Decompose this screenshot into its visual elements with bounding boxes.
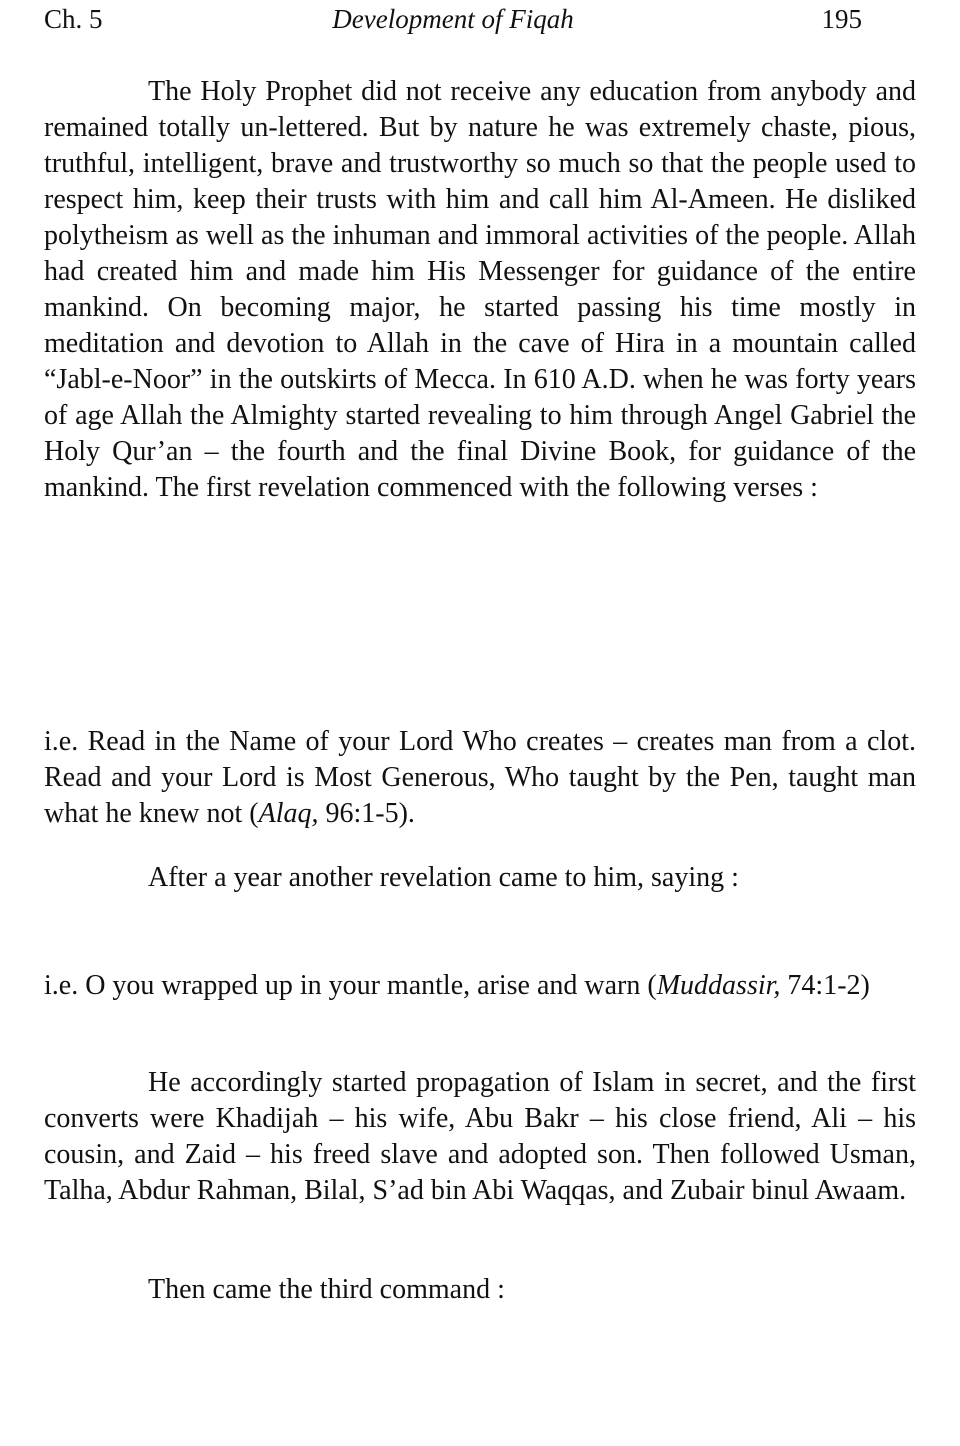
paragraph-converts [44, 1065, 916, 1209]
translation-body: i.e. O you wrapped up in your mantle, arise and warn ( [44, 970, 657, 1001]
paragraph-text: After a year another revelation came to him, saying : [148, 862, 739, 893]
translation-alaq [44, 724, 916, 832]
verse-reference: 96:1-5). [318, 798, 415, 829]
paragraph-third-command [44, 1272, 916, 1308]
paragraph-intro [44, 74, 916, 506]
paragraph-text: Then came the third command : [148, 1274, 505, 1305]
chapter-label: Ch. 5 [44, 4, 103, 34]
translation-text [44, 724, 916, 832]
translation-body: i.e. Read in the Name of your Lord Who creates – creates man from a clot. Read and your Lord is Most Generous, Who taught by the Pen, taught man what he knew not ( [44, 726, 916, 829]
page-header [44, 4, 862, 40]
paragraph-second-revelation [44, 860, 916, 896]
surah-reference: Muddassir, [656, 970, 781, 1001]
translation-text [44, 968, 916, 1004]
paragraph-text: He accordingly started propagation of Islam in secret, and the first converts were Khadijah – his wife, Abu Bakr – his close friend, Ali – his cousin, and Zaid – his freed slave and adopted son. Then followed Usman, Talha, Abdur Rahman, Bilal, S’ad bin Abi Waqqas, and Zubair binul Awaam. [44, 1067, 916, 1206]
running-title: Development of Fiqah [332, 4, 574, 34]
verse-reference: 74:1-2) [780, 970, 870, 1001]
translation-muddassir [44, 968, 916, 1004]
surah-reference: Alaq, [258, 798, 319, 829]
page-number: 195 [821, 4, 862, 34]
paragraph-text: The Holy Prophet did not receive any education from anybody and remained totally un-lettered. But by nature he was extremely chaste, pious, truthful, intelligent, brave and trustworthy so much so that the people used to respect him, keep their trusts with him and call him Al-Ameen. He disliked polytheism as well as the inhuman and immoral activities of the people. Allah had created him and made him His Messenger for guidance of the entire mankind. On becoming major, he started passing his time mostly in meditation and devotion to Allah in the cave of Hira in a mountain called “Jabl-e-Noor” in the outskirts of Mecca. In 610 A.D. when he was forty years of age Allah the Almighty started revealing to him through Angel Gabriel the Holy Qur’an – the fourth and the final Divine Book, for guidance of the mankind. The first revelation commenced with the following verses : [44, 76, 916, 503]
